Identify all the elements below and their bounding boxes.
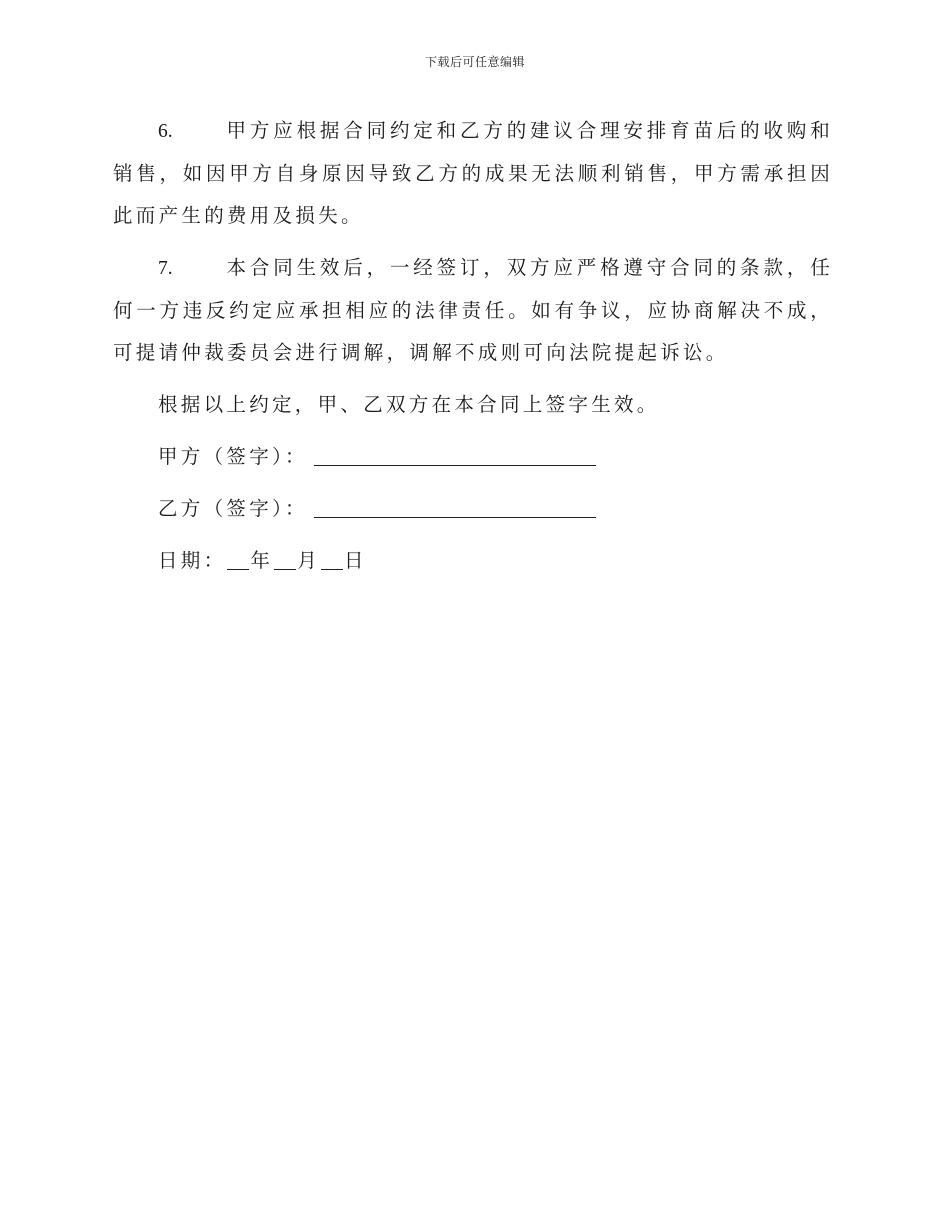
clause-7 (113, 247, 833, 374)
closing-statement: 根据以上约定，甲、乙双方在本合同上签字生效。 (158, 393, 660, 416)
date-label: 日期： (158, 549, 227, 572)
day-blank (321, 547, 343, 570)
month-blank (274, 547, 296, 570)
page-header: 下载后可任意编辑 (424, 55, 525, 69)
clause-number: 7. (158, 258, 173, 279)
date-line (158, 540, 833, 582)
clause-text: 本合同生效后，一经签订，双方应严格遵守合同的条款，任何一方违反约定应承担相应的法律责任。如有争议，应协商解决不成，可提请仲裁委员会进行调解，调解不成则可向法院提起诉讼。 (113, 256, 833, 364)
party-a-signature-field (314, 443, 596, 466)
month-label: 月 (297, 549, 321, 572)
party-b-label: 乙方（签字）： (158, 497, 308, 520)
party-a-label: 甲方（签字）： (158, 445, 308, 468)
year-blank (227, 547, 249, 570)
day-label: 日 (344, 549, 367, 572)
party-a-signature-line (158, 436, 833, 478)
document-body (113, 110, 833, 592)
clause-6 (113, 110, 833, 237)
party-b-signature-field (314, 495, 596, 518)
clause-text: 甲方应根据合同约定和乙方的建议合理安排育苗后的收购和销售，如因甲方自身原因导致乙方的成果无法顺利销售，甲方需承担因此而产生的费用及损失。 (113, 119, 833, 227)
party-b-signature-line (158, 488, 833, 530)
year-label: 年 (250, 549, 274, 572)
clause-number: 6. (158, 121, 173, 142)
